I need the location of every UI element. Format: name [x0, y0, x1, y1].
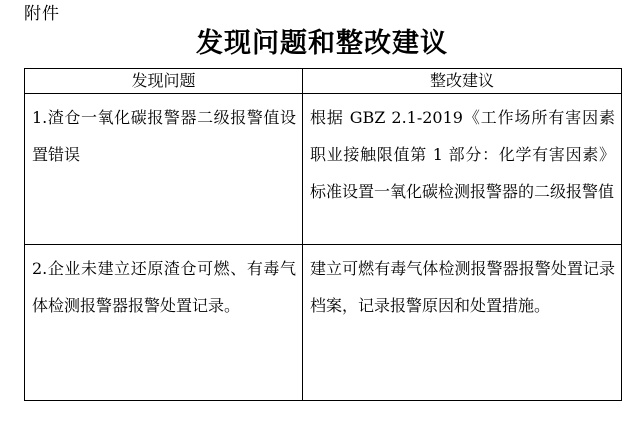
- header-advice: 整改建议: [303, 69, 622, 94]
- issues-table: [24, 68, 622, 401]
- document-title: 发现问题和整改建议: [196, 28, 448, 59]
- advice-cell: 建立可燃有毒气体检测报警器报警处置记录档案，记录报警原因和处置措施。: [303, 245, 622, 401]
- table-row: [25, 94, 622, 245]
- advice-cell: 根据 GBZ 2.1-2019《工作场所有害因素职业接触限值第 1 部分：化学有害因素》标准设置一氧化碳检测报警器的二级报警值: [303, 94, 622, 245]
- table-row: [25, 245, 622, 401]
- problem-cell: 2.企业未建立还原渣仓可燃、有毒气体检测报警器报警处置记录。: [25, 245, 303, 401]
- attachment-label: 附件: [24, 4, 60, 24]
- header-problem: 发现问题: [25, 69, 303, 94]
- table-header-row: [25, 69, 622, 94]
- problem-cell: 1.渣仓一氧化碳报警器二级报警值设置错误: [25, 94, 303, 245]
